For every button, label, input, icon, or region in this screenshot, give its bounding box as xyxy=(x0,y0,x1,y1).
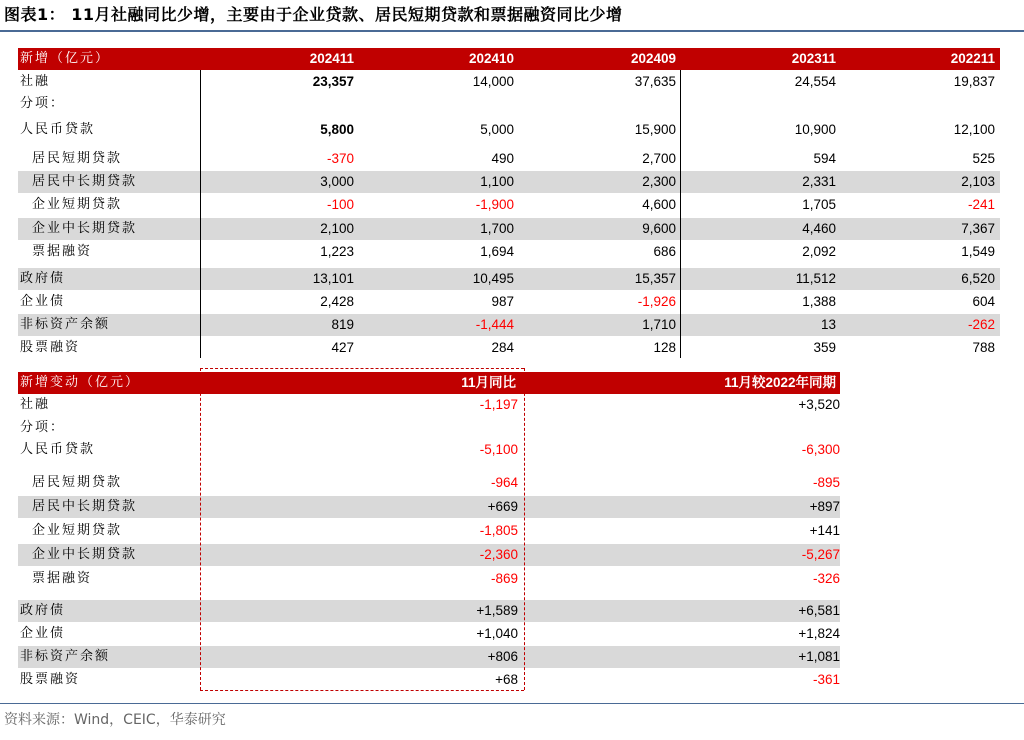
row-label: 企业短期贷款 xyxy=(32,197,123,212)
table-cell: 13,101 xyxy=(312,271,354,286)
table-cell: +3,520 xyxy=(798,397,840,412)
table-cell: 284 xyxy=(491,340,514,355)
table-cell: 12,100 xyxy=(953,122,995,137)
table-cell: 987 xyxy=(491,294,514,309)
table-cell: +68 xyxy=(495,672,518,687)
table-cell: -895 xyxy=(812,475,840,490)
table-cell: +1,589 xyxy=(476,603,518,618)
row-label: 企业短期贷款 xyxy=(32,523,123,538)
table-cell: 4,600 xyxy=(642,197,676,212)
table-cell: 2,100 xyxy=(320,221,354,236)
footer-rule xyxy=(0,703,1024,704)
row-label: 居民中长期贷款 xyxy=(32,174,138,189)
table-cell: 5,000 xyxy=(480,122,514,137)
table-cell: 10,495 xyxy=(472,271,514,286)
table-row xyxy=(18,394,840,416)
table-cell: -5,267 xyxy=(801,547,840,562)
table-cell: -6,300 xyxy=(801,442,840,457)
table-cell: +1,081 xyxy=(798,649,840,664)
row-label: 票据融资 xyxy=(32,571,93,586)
table-row xyxy=(18,669,840,691)
table-cell: -1,197 xyxy=(479,397,518,412)
row-label: 分项： xyxy=(20,420,66,435)
table-cell: -241 xyxy=(967,197,995,212)
table-row xyxy=(18,417,840,439)
table-row xyxy=(18,241,1000,263)
table-cell: 2,700 xyxy=(642,151,676,166)
table-cell: -1,926 xyxy=(637,294,676,309)
table-cell: +669 xyxy=(487,499,518,514)
table-row xyxy=(18,623,840,645)
table-cell: 525 xyxy=(972,151,995,166)
row-label: 非标资产余额 xyxy=(20,317,111,332)
table-row xyxy=(18,194,1000,216)
table-cell: 788 xyxy=(972,340,995,355)
table-cell: 490 xyxy=(491,151,514,166)
table-row xyxy=(18,119,1000,141)
table-cell: 23,357 xyxy=(312,74,354,89)
table-cell: 1,100 xyxy=(480,174,514,189)
table-cell: -370 xyxy=(326,151,354,166)
header-col-vs-2022: 11月较2022年同期 xyxy=(724,375,836,390)
table-cell: 2,300 xyxy=(642,174,676,189)
table-cell: -869 xyxy=(490,571,518,586)
row-label: 企业中长期贷款 xyxy=(32,221,138,236)
table-cell: 5,800 xyxy=(320,122,354,137)
table-row xyxy=(18,218,1000,240)
table-cell: 1,388 xyxy=(802,294,836,309)
row-label: 居民中长期贷款 xyxy=(32,499,138,514)
table-cell: 686 xyxy=(653,244,676,259)
header-col-202211: 202211 xyxy=(950,51,995,66)
table-cell: -326 xyxy=(812,571,840,586)
table-cell: 6,520 xyxy=(961,271,995,286)
table-cell: 24,554 xyxy=(794,74,836,89)
row-label: 社融 xyxy=(20,74,51,89)
table-row xyxy=(18,568,840,590)
table-row xyxy=(18,520,840,542)
table-row xyxy=(18,472,840,494)
table-row xyxy=(18,268,1000,290)
table-cell: +806 xyxy=(487,649,518,664)
table-cell: 15,900 xyxy=(634,122,676,137)
highlight-box-bottom xyxy=(200,690,524,691)
row-label: 企业债 xyxy=(20,626,66,641)
table-cell: 37,635 xyxy=(634,74,676,89)
header-col-yoy: 11月同比 xyxy=(461,375,516,390)
table-row xyxy=(18,171,1000,193)
table-row xyxy=(18,337,1000,359)
row-label: 非标资产余额 xyxy=(20,649,111,664)
table-cell: +1,824 xyxy=(798,626,840,641)
table-cell: +141 xyxy=(809,523,840,538)
table-row xyxy=(18,71,1000,93)
table-cell: 2,428 xyxy=(320,294,354,309)
table-row xyxy=(18,148,1000,170)
table-cell: 604 xyxy=(972,294,995,309)
column-divider xyxy=(680,70,681,358)
highlight-box-left xyxy=(200,368,201,690)
table-header xyxy=(18,48,1000,70)
table-cell: 7,367 xyxy=(961,221,995,236)
title-rule xyxy=(0,30,1024,32)
table-cell: -1,900 xyxy=(475,197,514,212)
table-cell: -100 xyxy=(326,197,354,212)
header-col-202311: 202311 xyxy=(791,51,836,66)
table-cell: 594 xyxy=(813,151,836,166)
row-label: 股票融资 xyxy=(20,340,81,355)
table-cell: 427 xyxy=(331,340,354,355)
table-cell: 819 xyxy=(331,317,354,332)
highlight-box-top xyxy=(200,368,524,369)
row-label: 政府债 xyxy=(20,603,66,618)
table-cell: 1,694 xyxy=(480,244,514,259)
table-row xyxy=(18,544,840,566)
table-cell: +897 xyxy=(809,499,840,514)
table-row xyxy=(18,439,840,461)
row-label: 人民币贷款 xyxy=(20,122,96,137)
table-row xyxy=(18,600,840,622)
table-cell: -1,444 xyxy=(475,317,514,332)
table-cell: 13 xyxy=(820,317,836,332)
table-cell: 19,837 xyxy=(953,74,995,89)
row-label: 政府债 xyxy=(20,271,66,286)
table-cell: 1,705 xyxy=(802,197,836,212)
table-cell: 14,000 xyxy=(472,74,514,89)
table-cell: +1,040 xyxy=(476,626,518,641)
table-cell: 359 xyxy=(813,340,836,355)
row-label: 票据融资 xyxy=(32,244,93,259)
table-cell: 10,900 xyxy=(794,122,836,137)
table-cell: -361 xyxy=(812,672,840,687)
table-cell: 2,103 xyxy=(961,174,995,189)
table-cell: 1,549 xyxy=(961,244,995,259)
row-label: 企业中长期贷款 xyxy=(32,547,138,562)
table-cell: 4,460 xyxy=(802,221,836,236)
table-cell: -964 xyxy=(490,475,518,490)
column-divider xyxy=(200,70,201,358)
row-label: 企业债 xyxy=(20,294,66,309)
table-cell: 11,512 xyxy=(795,271,836,286)
table-cell: 2,092 xyxy=(802,244,836,259)
row-label: 人民币贷款 xyxy=(20,442,96,457)
table-header xyxy=(18,372,840,394)
table-cell: 3,000 xyxy=(320,174,354,189)
header-col-202409: 202409 xyxy=(630,51,676,66)
row-label: 居民短期贷款 xyxy=(32,151,123,166)
table-cell: 128 xyxy=(653,340,676,355)
table-cell: -2,360 xyxy=(479,547,518,562)
highlight-box-right xyxy=(524,368,525,690)
table-row xyxy=(18,314,1000,336)
table-cell: 2,331 xyxy=(802,174,836,189)
table-cell: -262 xyxy=(967,317,995,332)
table-row xyxy=(18,496,840,518)
table-row xyxy=(18,646,840,668)
table-cell: 1,223 xyxy=(320,244,354,259)
table-cell: 15,357 xyxy=(634,271,676,286)
header-label: 新增变动（亿元） xyxy=(20,375,141,390)
row-label: 社融 xyxy=(20,397,51,412)
row-label: 分项： xyxy=(20,96,66,111)
table-cell: -5,100 xyxy=(479,442,518,457)
row-label: 股票融资 xyxy=(20,672,81,687)
table-cell: 9,600 xyxy=(642,221,676,236)
header-col-202410: 202410 xyxy=(468,51,514,66)
header-col-202411: 202411 xyxy=(309,51,354,66)
row-label: 居民短期贷款 xyxy=(32,475,123,490)
table-row xyxy=(18,93,1000,115)
header-label: 新增（亿元） xyxy=(20,51,111,66)
source-note: 资料来源：Wind，CEIC，华泰研究 xyxy=(4,712,226,728)
table-cell: 1,700 xyxy=(480,221,514,236)
table-cell: +6,581 xyxy=(798,603,840,618)
table-cell: 1,710 xyxy=(642,317,676,332)
figure-title: 图表1： 11月社融同比少增，主要由于企业贷款、居民短期贷款和票据融资同比少增 xyxy=(4,5,623,24)
table-row xyxy=(18,291,1000,313)
table-cell: -1,805 xyxy=(479,523,518,538)
